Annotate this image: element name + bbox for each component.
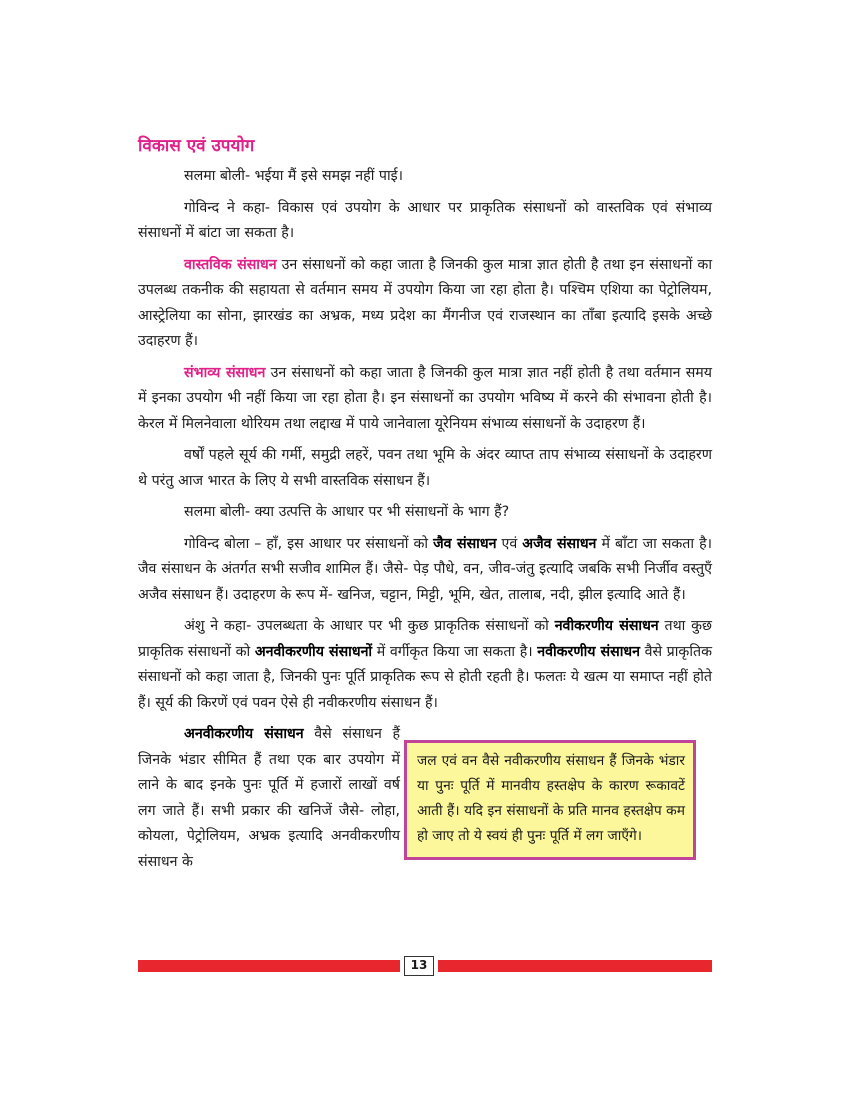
page-footer	[138, 956, 712, 978]
term-renewable-2: नवीकरणीय संसाधन	[537, 643, 640, 660]
term-biotic: जैव संसाधन	[433, 535, 497, 552]
paragraph-8	[138, 614, 712, 716]
page-content	[138, 134, 713, 870]
paragraph-9-text: वैसे संसाधन हैं जिनके भंडार सीमित हैं तथा एक बार उपयोग में लाने के बाद इनके पुनः पूर्ति में हजारों लाखों वर्ष लग जाते हैं। सभी प्रकार की खनिजें जैसे- लोहा, कोयला, पेट्रोलियम, अभ्रक इत्यादि अनवीकरणीय संसाधन के	[138, 726, 401, 870]
term-renewable: नवीकरणीय संसाधन	[554, 618, 659, 634]
paragraph-8-text-mid: तथा कुछ प्राकृतिक संसाधनों को	[138, 618, 712, 660]
info-box: जल एवं वन वैसे नवीकरणीय संसाधन हैं जिनके भंडार या पुनः पूर्ति में मानवीय हस्तक्षेप के कारण रूकावटें आती हैं। यदि इन संसाधनों के प्रति मानव हस्तक्षेप कम हो जाए तो ये स्वयं ही पुनः पूर्ति में लग जाएँगे।	[404, 740, 696, 860]
paragraph-2: गोविन्द ने कहा- विकास एवं उपयोग के आधार पर प्राकृतिक संसाधनों को वास्तविक एवं संभाव्य संसाधनों में बांटा जा सकता है।	[138, 199, 712, 241]
paragraph-7-text-c: में बाँटा जा सकता है। जैव संसाधन के अंतर्गत सभी सजीव शामिल हैं। जैसे- पेड़ पौधे, वन, जीव-जंतु इत्यादि जबकि सभी निर्जीव वस्तुएँ अजैव संसाधन हैं। उदाहरण के रूप में- खनिज, चट्टान, मिट्टी, भूमि, खेत, तालाब, नदी, झील इत्यादि आते हैं।	[138, 535, 713, 603]
section-heading: विकास एवं उपयोग	[138, 136, 255, 156]
footer-bar-left	[138, 960, 400, 972]
paragraph-4-text: उन संसाधनों को कहा जाता है जिनकी कुल मात्रा ज्ञात नहीं होती है तथा वर्तमान समय में इनका उपयोग भी नहीं किया जा रहा होता है। इन संसाधनों का उपयोग भविष्य में करने की संभावना होती है। केरल में मिलनेवाला थोरियम तथा लद्दाख में पाये जानेवाला यूरेनियम संभाव्य संसाधनों के उदाहरण हैं।	[138, 364, 713, 432]
term-non-renewable: अनवीकरणीय संसाधनों	[254, 643, 373, 660]
page-number: 13	[404, 956, 434, 976]
paragraph-3	[138, 253, 712, 355]
paragraph-9	[138, 722, 400, 875]
paragraph-7-text-a: गोविन्द बोला – हाँ, इस आधार पर संसाधनों को	[184, 535, 434, 552]
paragraph-1: सलमा बोली- भईया मैं इसे समझ नहीं पाई।	[184, 168, 403, 184]
left-column	[138, 722, 400, 881]
paragraph-7-text-mid: एवं	[496, 535, 523, 552]
paragraph-3-text: उन संसाधनों को कहा जाता है जिनकी कुल मात्रा ज्ञात होती है तथा इन संसाधनों का उपलब्ध तकनीक की सहायता से वर्तमान समय में उपयोग किया जा रहा होता है। पश्चिम एशिया का पेट्रोलियम, आस्ट्रेलिया का सोना, झारखंड का अभ्रक, मध्य प्रदेश का मैंगनीज एवं राजस्थान का ताँबा इत्यादि इसके अच्छे उदाहरण हैं।	[138, 256, 712, 349]
paragraph-8-text-a: अंशु ने कहा- उपलब्धता के आधार पर भी कुछ प्राकृतिक संसाधनों को	[184, 618, 555, 634]
paragraph-5: वर्षों पहले सूर्य की गर्मी, समुद्री लहरें, पवन तथा भूमि के अंदर व्याप्त ताप संभाव्य संसाधनों के उदाहरण थे परंतु आज भारत के लिए ये सभी वास्तविक संसाधन हैं।	[138, 447, 712, 489]
term-abiotic: अजैव संसाधन	[522, 535, 597, 552]
paragraph-4	[138, 361, 712, 438]
term-potential-resource: संभाव्य संसाधन	[184, 364, 266, 381]
term-non-renewable-heading: अनवीकरणीय संसाधन	[184, 726, 304, 742]
bottom-section	[138, 722, 712, 870]
paragraph-8-text-d: वैसे प्राकृतिक संसाधनों को कहा जाता है, जिनकी पुनः पूर्ति प्राकृतिक रूप से होती रहती है। फलतः ये खत्म या समाप्त नहीं होते हैं। सूर्य की किरणें एवं पवन ऐसे ही नवीकरणीय संसाधन हैं।	[138, 643, 712, 711]
paragraph-8-text-c: में वर्गीकृत किया जा सकता है।	[372, 643, 538, 660]
paragraph-6: सलमा बोली- क्या उत्पत्ति के आधार पर भी संसाधनों के भाग हैं?	[184, 504, 510, 520]
paragraph-7	[138, 532, 712, 609]
footer-bar-right	[438, 960, 712, 972]
term-actual-resource: वास्तविक संसाधन	[184, 256, 277, 273]
